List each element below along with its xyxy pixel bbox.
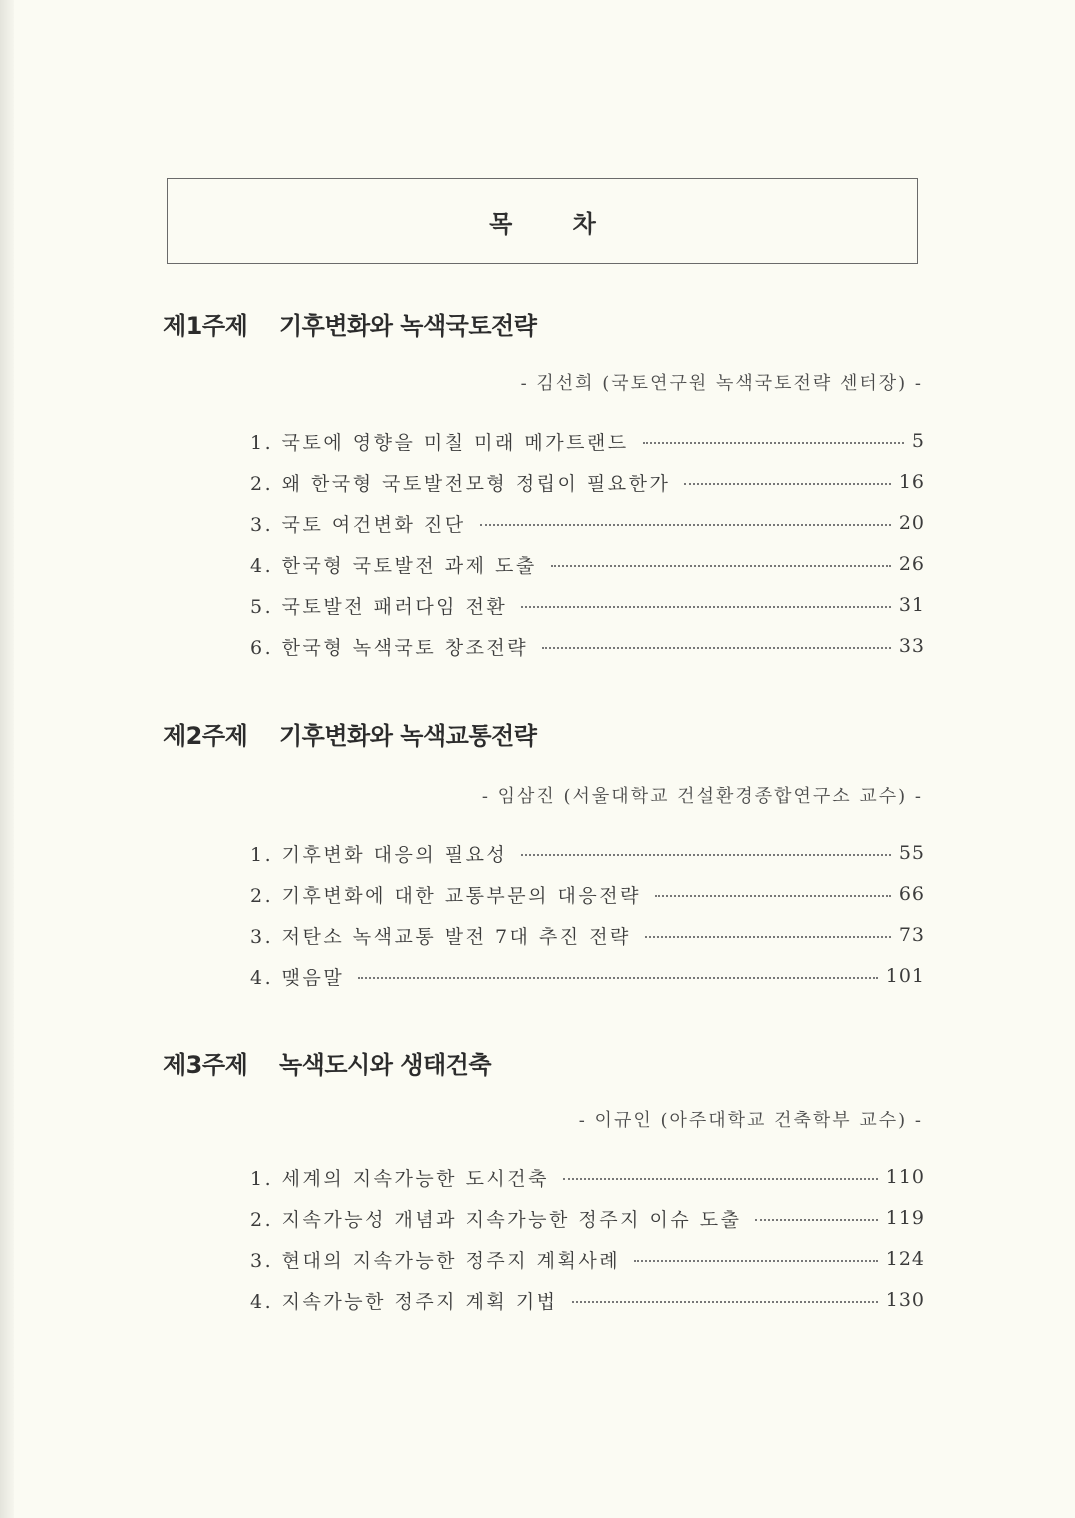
toc-entry[interactable] (250, 1203, 925, 1233)
section-author: - 이규인 (아주대학교 건축학부 교수) - (578, 1110, 923, 1131)
toc-title: 목 차 (489, 209, 622, 238)
toc-entry-page: 110 (885, 1166, 925, 1188)
section-title: 기후변화와 녹색교통전략 (279, 722, 537, 750)
toc-entry[interactable] (250, 426, 925, 456)
dot-leader (521, 606, 891, 608)
toc-entry-page: 55 (898, 842, 925, 864)
dot-leader (645, 936, 891, 938)
toc-entry-title: 3. 국토 여건변화 진단 (250, 513, 466, 536)
toc-entry-title: 2. 지속가능성 개념과 지속가능한 정주지 이슈 도출 (250, 1208, 742, 1231)
dot-leader (655, 895, 891, 897)
dot-leader (551, 565, 891, 567)
toc-entry[interactable] (250, 467, 925, 497)
section-label: 제2주제 (163, 722, 248, 750)
toc-entry-title: 1. 세계의 지속가능한 도시건축 (250, 1167, 549, 1190)
toc-entry-page: 119 (885, 1207, 925, 1229)
dot-leader (572, 1301, 878, 1303)
toc-entry-title: 1. 국토에 영향을 미칠 미래 메가트랜드 (250, 431, 629, 454)
toc-entry-page: 5 (911, 430, 925, 452)
toc-entry-page: 124 (885, 1248, 925, 1270)
section-heading (163, 306, 536, 341)
toc-entry-page: 31 (898, 594, 925, 616)
toc-entry-title: 4. 지속가능한 정주지 계획 기법 (250, 1290, 558, 1313)
section-title: 기후변화와 녹색국토전략 (279, 312, 537, 340)
toc-entry[interactable] (250, 838, 925, 868)
section-label: 제3주제 (163, 1051, 248, 1079)
toc-entry[interactable] (250, 549, 925, 579)
toc-entry[interactable] (250, 590, 925, 620)
toc-title-box (167, 178, 918, 264)
dot-leader (684, 483, 890, 485)
toc-entry-title: 3. 현대의 지속가능한 정주지 계획사례 (250, 1249, 621, 1272)
toc-entry-page: 16 (898, 471, 925, 493)
toc-entry[interactable] (250, 879, 925, 909)
dot-leader (542, 647, 891, 649)
toc-entry-page: 20 (898, 512, 925, 534)
toc-entry-title: 5. 국토발전 패러다임 전환 (250, 595, 508, 618)
page-edge-shadow (0, 0, 14, 1518)
dot-leader (634, 1260, 878, 1262)
toc-entry[interactable] (250, 508, 925, 538)
toc-entry[interactable] (250, 1244, 925, 1274)
toc-entry-page: 66 (898, 883, 925, 905)
toc-entry[interactable] (250, 920, 925, 950)
toc-entry-page: 130 (885, 1289, 925, 1311)
toc-entry[interactable] (250, 631, 925, 661)
toc-entry-title: 2. 왜 한국형 국토발전모형 정립이 필요한가 (250, 472, 671, 495)
toc-entry-title: 4. 맺음말 (250, 966, 345, 989)
section-label: 제1주제 (163, 312, 248, 340)
toc-entry-title: 6. 한국형 녹색국토 창조전략 (250, 636, 529, 659)
toc-entry-page: 26 (898, 553, 925, 575)
toc-entry-title: 1. 기후변화 대응의 필요성 (250, 843, 508, 866)
toc-entry-title: 4. 한국형 국토발전 과제 도출 (250, 554, 537, 577)
dot-leader (521, 854, 891, 856)
toc-entry[interactable] (250, 1285, 925, 1315)
section-author: - 임삼진 (서울대학교 건설환경종합연구소 교수) - (481, 786, 923, 807)
toc-entry-page: 33 (898, 635, 925, 657)
toc-entry-title: 2. 기후변화에 대한 교통부문의 대응전략 (250, 884, 641, 907)
section-heading (163, 1045, 491, 1080)
dot-leader (643, 442, 904, 444)
dot-leader (755, 1219, 877, 1221)
toc-entry[interactable] (250, 961, 925, 991)
toc-entry-page: 73 (898, 924, 925, 946)
toc-entry-title: 3. 저탄소 녹색교통 발전 7대 추진 전략 (250, 925, 631, 948)
dot-leader (563, 1178, 878, 1180)
toc-entry[interactable] (250, 1162, 925, 1192)
dot-leader (358, 977, 878, 979)
dot-leader (480, 524, 891, 526)
section-heading (163, 716, 536, 751)
section-title: 녹색도시와 생태건축 (279, 1051, 492, 1079)
toc-entry-page: 101 (885, 965, 925, 987)
section-author: - 김선희 (국토연구원 녹색국토전략 센터장) - (520, 373, 923, 394)
